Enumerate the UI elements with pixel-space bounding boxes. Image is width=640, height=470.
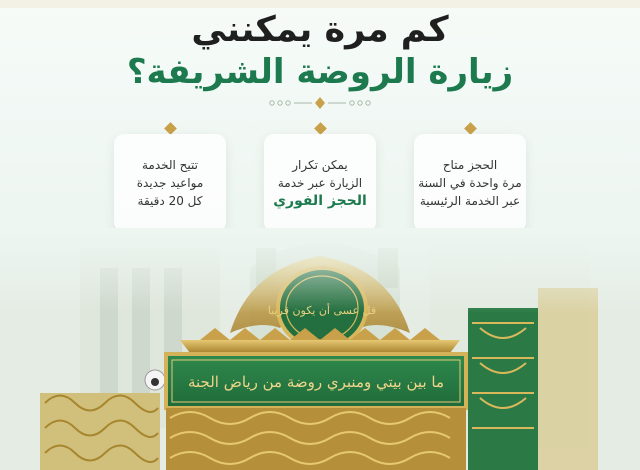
- headline-question: كم مرة يمكنني: [191, 10, 449, 50]
- card-diamond-icon: [464, 122, 477, 135]
- card-line: الزيارة عبر خدمة: [277, 176, 363, 190]
- card-highlight: الحجز الفوري: [273, 193, 367, 209]
- card-line: عبر الخدمة الرئيسية: [419, 194, 521, 208]
- info-card-instant-booking: [264, 134, 376, 232]
- card-line: الحجز متاح: [442, 158, 498, 172]
- card-line: يمكن تكرار: [292, 158, 348, 172]
- info-card-new-slots: [114, 134, 226, 232]
- rawdah-photo: [0, 228, 640, 470]
- card-line: كل 20 دقيقة: [137, 194, 203, 208]
- ornament-divider: [0, 96, 640, 110]
- headline-subject: زيارة الروضة الشريفة؟: [126, 52, 514, 92]
- card-line: تتيح الخدمة: [141, 158, 199, 172]
- info-card-booking-once: [414, 134, 526, 232]
- card-diamond-icon: [164, 122, 177, 135]
- card-line: مواعيد جديدة: [136, 176, 204, 190]
- card-line: مرة واحدة في السنة: [418, 176, 522, 190]
- card-diamond-icon: [314, 122, 327, 135]
- top-strip: [0, 0, 640, 8]
